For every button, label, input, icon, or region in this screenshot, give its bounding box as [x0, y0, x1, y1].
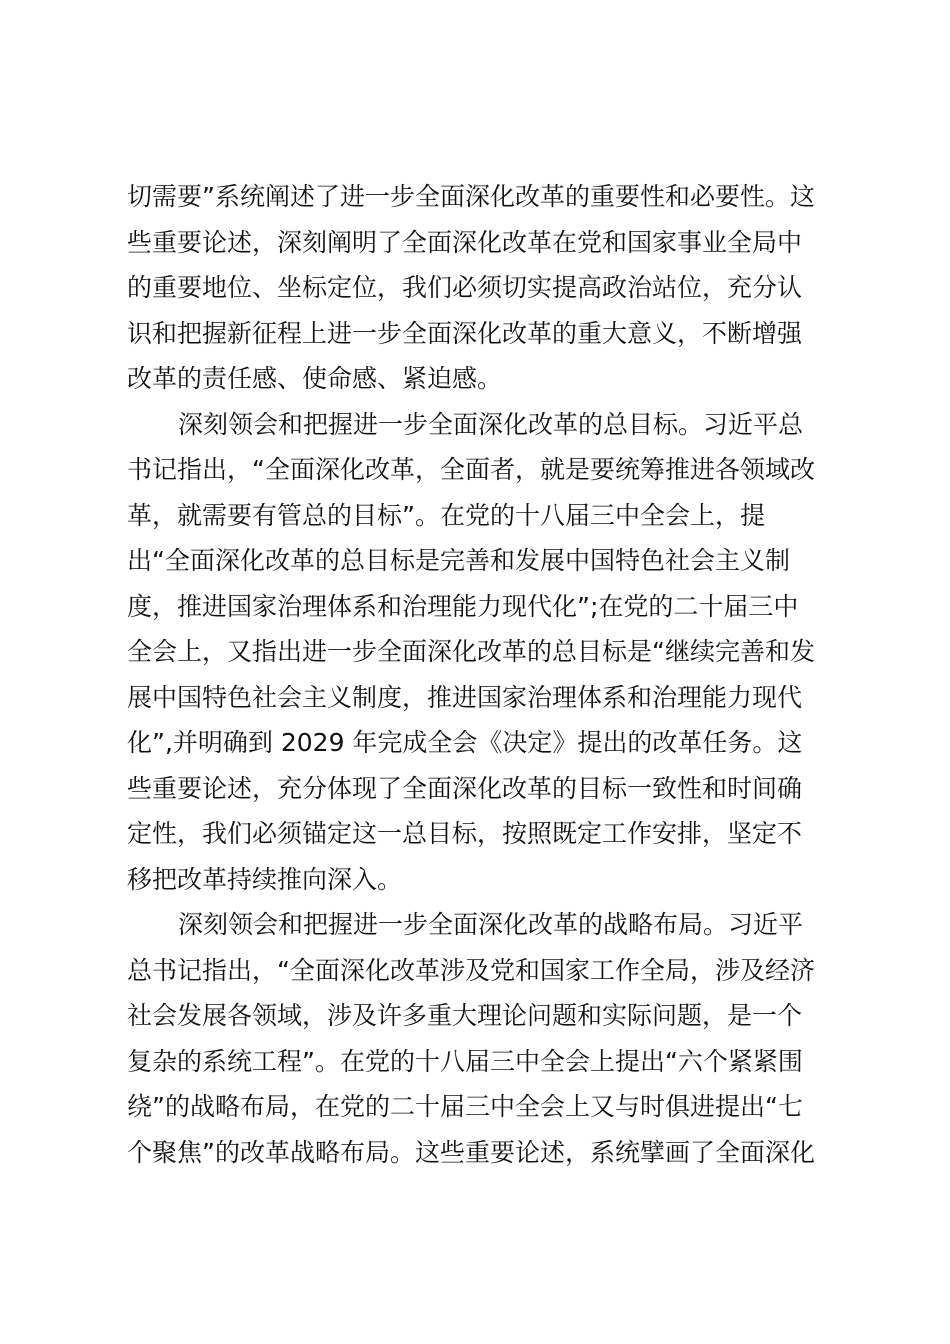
- text-line: 改革的责任感、使命感、紧迫感。: [127, 364, 503, 393]
- text-line: 全会上，又指出进一步全面深化改革的总目标是“继续完善和发: [127, 637, 815, 666]
- text-line: 些重要论述，深刻阐明了全面深化改革在党和国家事业全局中: [127, 227, 803, 257]
- text-line: 出“全面深化改革的总目标是完善和发展中国特色社会主义制: [127, 546, 790, 575]
- text-line: 复杂的系统工程”。在党的十八届三中全会上提出“六个紧紧围: [127, 1046, 803, 1076]
- text-line: 的重要地位、坐标定位，我们必须切实提高政治站位，充分认: [127, 273, 803, 302]
- text-line: 移把改革持续推向深入。: [127, 864, 403, 894]
- text-line: 绕”的战略布局，在党的二十届三中全会上又与时俱进提出“七: [127, 1092, 803, 1121]
- paragraph-first-line: 深刻领会和把握进一步全面深化改革的战略布局。习近平: [178, 910, 804, 939]
- text-line: 个聚焦”的改革战略布局。这些重要论述，系统擘画了全面深化: [127, 1137, 815, 1167]
- text-line: 书记指出，“全面深化改革，全面者，就是要统筹推进各领域改: [127, 455, 815, 484]
- text-line: 化”,并明确到 2029 年完成全会《决定》提出的改革任务。这: [127, 728, 803, 757]
- text-line: 总书记指出，“全面深化改革涉及党和国家工作全局，涉及经济: [127, 955, 815, 985]
- text-line: 展中国特色社会主义制度，推进国家治理体系和治理能力现代: [127, 682, 803, 712]
- paragraph-first-line: 深刻领会和把握进一步全面深化改革的总目标。习近平总: [178, 409, 804, 439]
- text-line: 度，推进国家治理体系和治理能力现代化”;在党的二十届三中: [127, 591, 799, 621]
- text-line: 些重要论述，充分体现了全面深化改革的目标一致性和时间确: [127, 773, 803, 803]
- text-line: 切需要”系统阐述了进一步全面深化改革的重要性和必要性。这: [127, 182, 815, 211]
- text-line: 革，就需要有管总的目标”。在党的十八届三中全会上，提: [127, 500, 765, 530]
- text-line: 识和把握新征程上进一步全面深化改革的重大意义，不断增强: [127, 318, 803, 348]
- text-line: 社会发展各领域，涉及许多重大理论问题和实际问题，是一个: [127, 1001, 803, 1030]
- body-text: [127, 174, 837, 1175]
- text-line: 定性，我们必须锚定这一总目标，按照既定工作安排，坚定不: [127, 819, 803, 848]
